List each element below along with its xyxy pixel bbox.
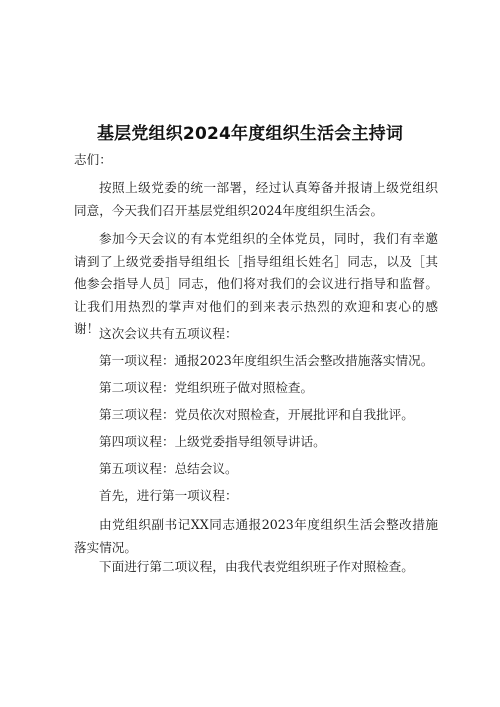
agenda-item-4: 第四项议程：上级党委指导组领导讲话。 xyxy=(99,434,326,449)
document-title: 基层党组织2024年度组织生活会主持词 xyxy=(96,124,404,144)
salutation: 志们： xyxy=(74,152,112,167)
paragraph-second-item: 下面进行第二项议程，由我代表党组织班子作对照检查。 xyxy=(99,559,414,574)
paragraph-report: 由党组织副书记XX同志通报2023年度组织生活会整改措施落实情况。 xyxy=(74,517,438,555)
paragraph-opening: 按照上级党委的统一部署，经过认真筹备并报请上级党组织同意，今天我们召开基层党组织2024年度组织生活会。 xyxy=(74,180,438,218)
paragraph-first-item: 首先，进行第一项议程： xyxy=(99,488,238,503)
agenda-item-2: 第二项议程：党组织班子做对照检查。 xyxy=(99,380,314,395)
agenda-item-3: 第三项议程：党员依次对照检查，开展批评和自我批评。 xyxy=(99,407,414,422)
agenda-item-5: 第五项议程：总结会议。 xyxy=(99,461,238,476)
paragraph-agenda-intro: 这次会议共有五项议程： xyxy=(99,326,238,341)
agenda-item-1: 第一项议程：通报2023年度组织生活会整改措施落实情况。 xyxy=(99,353,434,368)
paragraph-attendees: 参加今天会议的有本党组织的全体党员，同时，我们有幸邀请到了上级党委指导组组长［指导组组长姓名］同志，以及［其他参会指导人员］同志，他们将对我们的会议进行指导和监督。让我们用热烈的掌声对他们的到来表示热烈的欢迎和衷心的感谢！ xyxy=(74,231,438,337)
